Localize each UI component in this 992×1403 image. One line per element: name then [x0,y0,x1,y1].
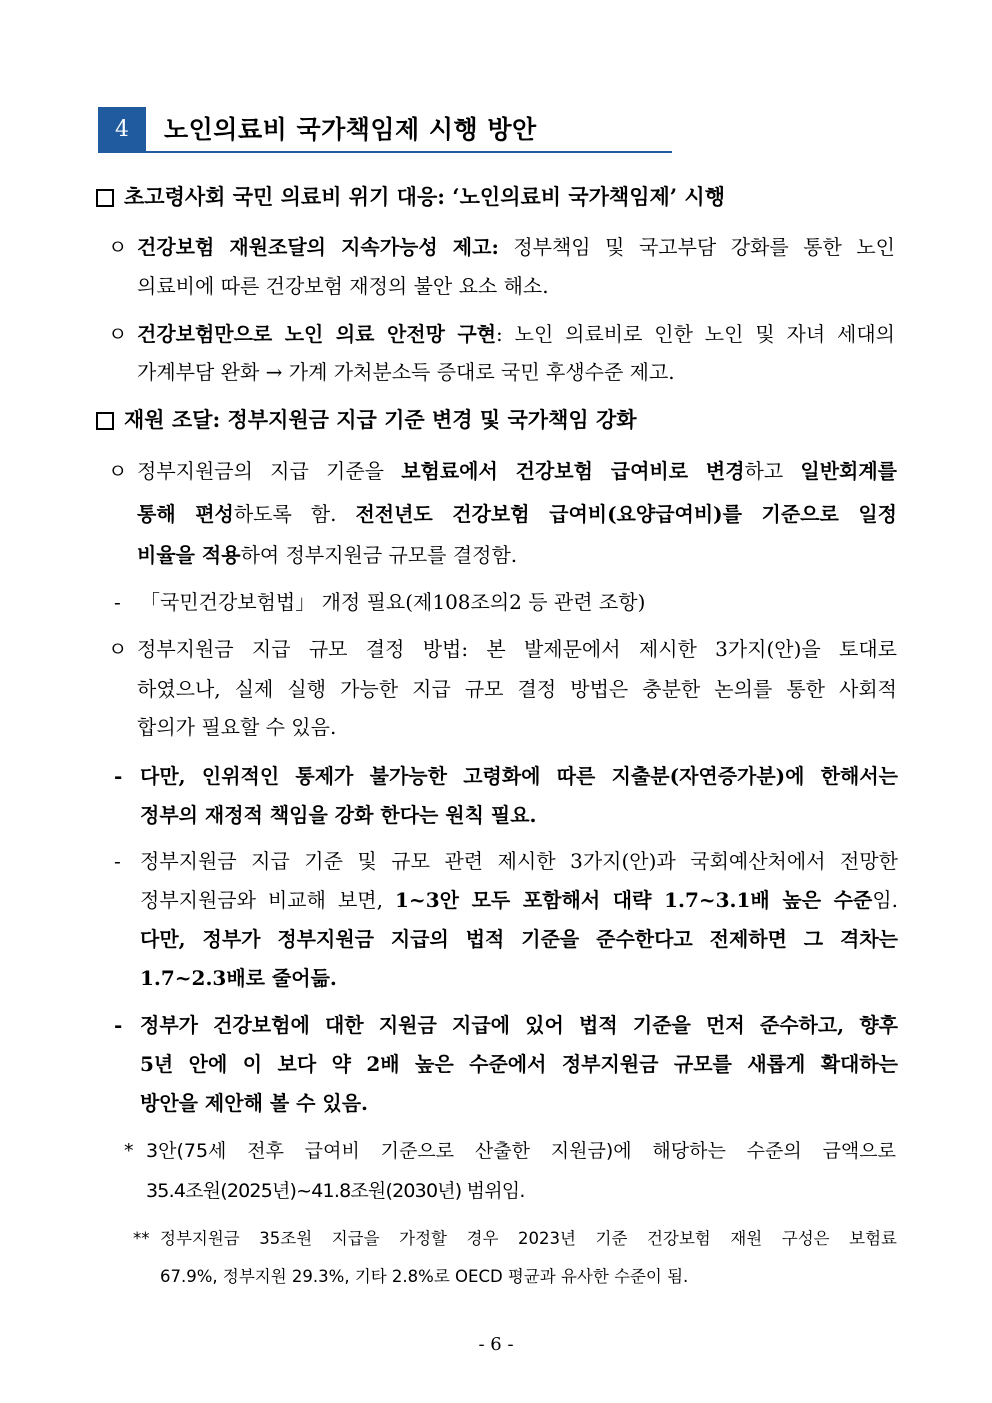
checkbox-square-icon [96,189,114,207]
section-header [98,107,672,153]
block2-dash3-line2: 정부지원금와 비교해 보면, 1~3안 모두 포함해서 대략 1.7~3.1배 높은 수준임. [140,888,899,912]
block2-dash2-line1: 다만, 인위적인 통제가 불가능한 고령화에 따른 지출분(자연증가분)에 한해서는 [140,764,898,788]
circle-bullet: ㅇ [108,235,128,259]
block2-heading: 재원 조달: 정부지원금 지급 기준 변경 및 국가책임 강화 [96,406,637,434]
block1-item1-line1: 건강보험 재원조달의 지속가능성 제고: 정부책임 및 국고부담 강화를 통한 노인 [137,235,895,259]
block1-heading: 초고령사회 국민 의료비 위기 대응: ‘노인의료비 국가책임제’ 시행 [96,183,725,211]
block1-item2-line1: 건강보험만으로 노인 의료 안전망 구현: 노인 의료비로 인한 노인 및 자녀 세대의 [137,322,895,346]
section-underline [146,151,672,153]
block2-dash3-line4: 1.7~2.3배로 줄어듦. [140,966,337,990]
note2-line1: 정부지원금 35조원 지급을 가정할 경우 2023년 기준 건강보험 재원 구성은 보험료 [160,1229,897,1248]
circle-bullet: ㅇ [108,322,128,346]
block2-dash1: 「국민건강보험법」 개정 필요(제108조의2 등 관련 조항) [140,590,646,614]
block2-item1-line2: 통해 편성하도록 함. 전전년도 건강보험 급여비(요양급여비)를 기준으로 일정 [137,502,898,526]
footnote-star: * [124,1140,134,1162]
block2-item2-line1: 정부지원금 지급 규모 결정 방법: 본 발제문에서 제시한 3가지(안)을 토대로 [137,637,897,661]
circle-bullet: ㅇ [108,459,128,483]
block2-dash4-line1: 정부가 건강보험에 대한 지원금 지급에 있어 법적 기준을 먼저 준수하고, 향후 [140,1013,898,1037]
note1-line1: 3안(75세 전후 급여비 기준으로 산출한 지원금)에 해당하는 수준의 금액으로 [146,1140,896,1162]
block2-dash4-line3: 방안을 제안해 볼 수 있음. [140,1091,369,1115]
block2-item2-line2: 하였으나, 실제 실행 가능한 지급 규모 결정 방법은 충분한 논의를 통한 사회적 [137,677,897,701]
block2-dash3-line3: 다만, 정부가 정부지원금 지급의 법적 기준을 준수한다고 전제하면 그 격차는 [140,927,898,951]
checkbox-square-icon [96,412,114,430]
block2-item2-line3: 합의가 필요할 수 있음. [137,715,337,739]
block2-item1-line1: 정부지원금의 지급 기준을 보험료에서 건강보험 급여비로 변경하고 일반회계를 [137,459,898,483]
dash-bullet: - [114,590,121,614]
block2-item1-line3: 비율을 적용하여 정부지원금 규모를 결정함. [137,543,518,567]
section-title: 노인의료비 국가책임제 시행 방안 [164,115,537,144]
block2-dash2-line2: 정부의 재정적 책임을 강화 한다는 원칙 필요. [140,803,537,827]
block1-item2-line2: 가계부담 완화 → 가계 가처분소득 증대로 국민 후생수준 제고. [137,360,675,384]
block2-dash4-line2: 5년 안에 이 보다 약 2배 높은 수준에서 정부지원금 규모를 새롭게 확대하는 [140,1052,898,1076]
note1-line2: 35.4조원(2025년)~41.8조원(2030년) 범위임. [146,1180,525,1202]
note2-line2: 67.9%, 정부지원 29.3%, 기타 2.8%로 OECD 평균과 유사한 수준이 됨. [160,1267,689,1286]
page-number: - 6 - [478,1334,514,1355]
block2-dash3-line1: 정부지원금 지급 기준 및 규모 관련 제시한 3가지(안)과 국회예산처에서 전망한 [140,849,898,873]
footnote-double-star: ** [133,1229,150,1248]
dash-bullet: - [114,1013,123,1037]
section-number: 4 [98,107,146,153]
dash-bullet: - [114,849,121,873]
block1-item1-line2: 의료비에 따른 건강보험 재정의 불안 요소 해소. [137,274,549,298]
dash-bullet: - [114,764,123,788]
circle-bullet: ㅇ [108,637,128,661]
